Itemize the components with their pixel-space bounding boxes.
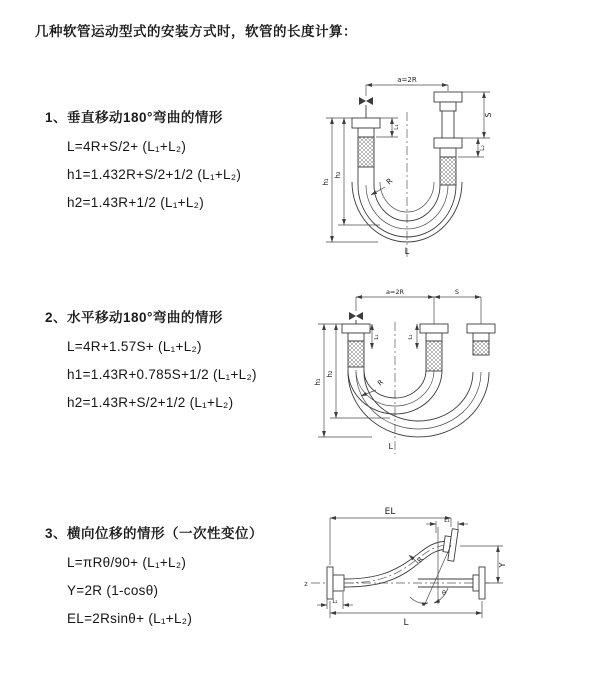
dim-label-a2r: a=2R	[385, 288, 405, 296]
dim-label-r: R	[376, 378, 386, 388]
dimension-el	[330, 507, 451, 565]
displaced-end-flange	[442, 528, 458, 561]
dim-label-l2: L₂	[332, 599, 338, 605]
dim-label-l1: L₁	[393, 124, 400, 130]
formula-line: L=4R+S/2+ (L₁+L₂)	[67, 139, 187, 154]
formula-line: h1=1.43R+0.785S+1/2 (L₁+L₂)	[67, 367, 257, 382]
dimension-l2	[317, 592, 353, 609]
dimension-l1	[426, 517, 468, 533]
datum-marker-z: z	[304, 580, 308, 588]
dim-label-h2: h₂	[326, 370, 334, 378]
left-pipe-fitting	[352, 118, 380, 185]
section-3-heading: 3、横向位移的情形（一次性变位）	[45, 526, 264, 541]
diagram-vertical-180-bend	[308, 70, 598, 265]
dimension-s	[434, 288, 481, 297]
dim-label-a2r: a=2R	[397, 76, 417, 84]
hose-u-bend-position2	[348, 372, 489, 437]
dim-label-l: L	[403, 618, 409, 628]
dim-label-h1: h₁	[314, 378, 322, 386]
formula-line: h1=1.432R+S/2+1/2 (L₁+L₂)	[67, 167, 242, 182]
radius-callout	[409, 555, 425, 564]
dim-label-l1: L₁	[374, 334, 380, 340]
dim-label-l1: L₁	[444, 517, 450, 524]
formula-line: L=4R+1.57S+ (L₁+L₂)	[67, 339, 202, 354]
dim-label-l: L	[404, 247, 410, 257]
right-pipe-fitting	[467, 324, 495, 355]
hose-s-curve	[344, 541, 450, 587]
dimension-l1	[372, 324, 380, 349]
middle-pipe-fitting	[420, 324, 448, 371]
dim-label-s: S	[484, 112, 493, 118]
formula-line: EL=2Rsinθ+ (L₁+L₂)	[67, 611, 193, 626]
dim-label-l: L	[388, 442, 393, 451]
formula-line: Y=2R (1-cosθ)	[67, 583, 159, 598]
dim-label-h1: h₁	[322, 178, 330, 186]
left-pipe-fitting	[342, 324, 370, 372]
valve-icon	[359, 97, 373, 118]
dim-label-r: R	[384, 176, 395, 187]
section-2	[45, 306, 257, 410]
section-3	[45, 522, 263, 626]
dim-label-h2: h₂	[334, 171, 342, 179]
dimension-l2	[408, 324, 417, 349]
diagram-horizontal-180-bend	[310, 282, 600, 462]
section-1	[45, 106, 241, 210]
dim-label-l2: L₂	[479, 145, 486, 151]
page-title: 几种软管运动型式的安装方式时，软管的长度计算：	[35, 24, 357, 39]
formula-line: L=πRθ/90+ (L₁+L₂)	[67, 555, 187, 570]
section-2-heading: 2、水平移动180°弯曲的情形	[45, 310, 223, 325]
dim-label-y: Y	[498, 562, 507, 568]
section-1-heading: 1、垂直移动180°弯曲的情形	[45, 110, 223, 125]
diagram-lateral-displacement	[298, 503, 600, 648]
dim-label-l2: L₂	[408, 334, 414, 340]
dim-label-s: S	[454, 288, 460, 296]
right-pipe-fitting	[434, 92, 462, 185]
left-flange	[327, 567, 344, 599]
formula-line: h2=1.43R+1/2 (L₁+L₂)	[67, 195, 205, 210]
formula-line: h2=1.43R+S/2+1/2 (L₁+L₂)	[67, 395, 234, 410]
valve-icon	[349, 312, 363, 324]
dim-label-theta: θ	[442, 589, 446, 597]
dimension-a2r	[356, 288, 481, 324]
dim-label-r: R	[415, 555, 426, 565]
dimension-s	[462, 92, 493, 138]
dim-label-el: EL	[384, 507, 396, 517]
